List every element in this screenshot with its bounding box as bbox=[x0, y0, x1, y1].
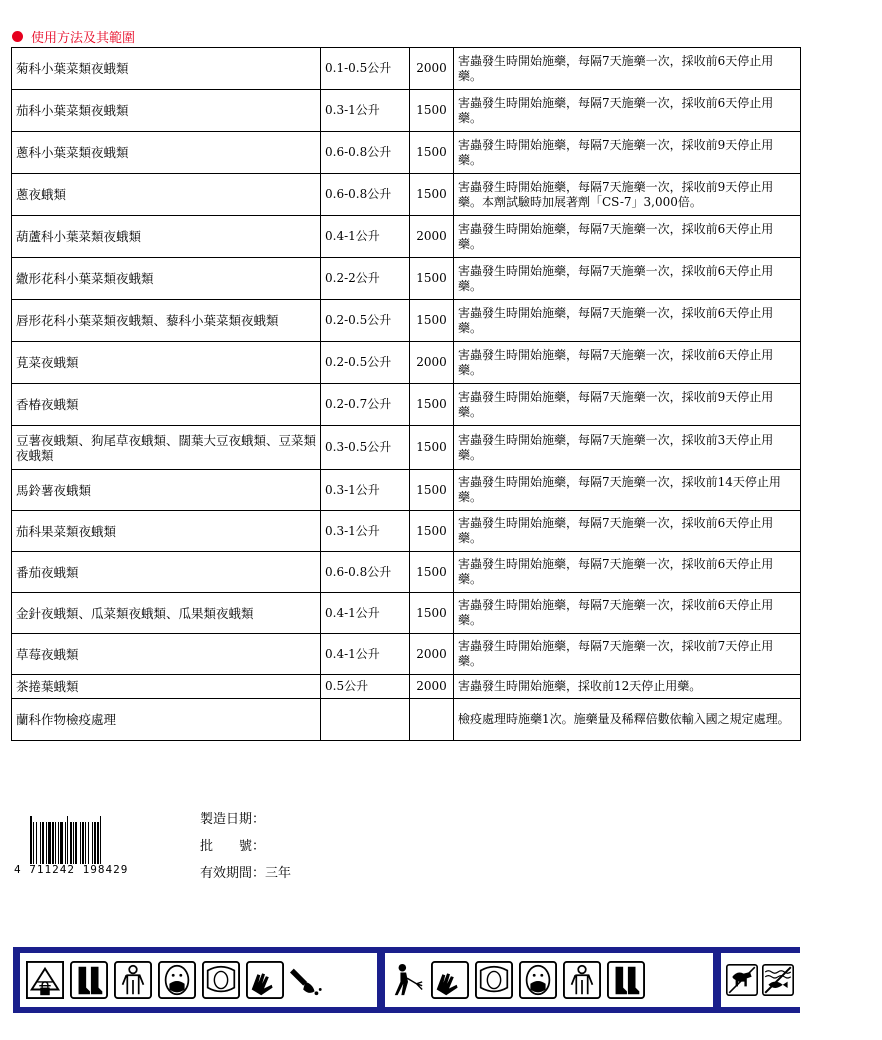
table-row bbox=[12, 511, 801, 552]
dose-cell: 0.2-0.7公升 bbox=[321, 384, 410, 426]
crop-cell: 馬鈴薯夜蛾類 bbox=[12, 470, 321, 511]
crop-cell: 蔥夜蛾類 bbox=[12, 174, 321, 216]
dose-cell: 0.2-0.5公升 bbox=[321, 342, 410, 384]
crop-cell: 蔥科小葉菜類夜蛾類 bbox=[12, 132, 321, 174]
usage-table bbox=[11, 47, 801, 741]
dose-cell bbox=[321, 699, 410, 741]
barcode-digits: 4 711242 198429 bbox=[14, 863, 129, 876]
dose-cell: 0.3-0.5公升 bbox=[321, 426, 410, 470]
note-cell: 害蟲發生時開始施藥，每隔7天施藥一次，採收前7天停止用藥。 bbox=[454, 634, 801, 675]
crop-cell: 茶捲葉蛾類 bbox=[12, 675, 321, 699]
note-cell: 害蟲發生時開始施藥，每隔7天施藥一次，採收前9天停止用藥。 bbox=[454, 384, 801, 426]
crop-cell: 豆薯夜蛾類、狗尾草夜蛾類、闊葉大豆夜蛾類、豆菜類夜蛾類 bbox=[12, 426, 321, 470]
face-shield-icon bbox=[202, 961, 240, 999]
fish-hazard-icon bbox=[762, 961, 794, 999]
batch-label: 批 號： bbox=[200, 839, 266, 854]
crop-cell: 繖形花科小葉菜類夜蛾類 bbox=[12, 258, 321, 300]
note-cell: 害蟲發生時開始施藥，每隔7天施藥一次，採收前6天停止用藥。 bbox=[454, 48, 801, 90]
dilution-cell: 2000 bbox=[410, 675, 454, 699]
note-cell: 害蟲發生時開始施藥，每隔7天施藥一次，採收前6天停止用藥。 bbox=[454, 593, 801, 634]
crop-cell: 菊科小葉菜類夜蛾類 bbox=[12, 48, 321, 90]
dose-cell: 0.4-1公升 bbox=[321, 216, 410, 258]
protective-suit-icon bbox=[563, 961, 601, 999]
dose-cell: 0.6-0.8公升 bbox=[321, 552, 410, 593]
note-cell: 害蟲發生時開始施藥，採收前12天停止用藥。 bbox=[454, 675, 801, 699]
table-row bbox=[12, 132, 801, 174]
dose-cell: 0.6-0.8公升 bbox=[321, 132, 410, 174]
dilution-cell: 2000 bbox=[410, 634, 454, 675]
crop-cell: 莧菜夜蛾類 bbox=[12, 342, 321, 384]
bullet-dot-icon bbox=[12, 31, 23, 42]
dilution-cell bbox=[410, 699, 454, 741]
dose-cell: 0.5公升 bbox=[321, 675, 410, 699]
note-cell: 害蟲發生時開始施藥，每隔7天施藥一次，採收前6天停止用藥。 bbox=[454, 216, 801, 258]
table-row bbox=[12, 593, 801, 634]
spraying-icon bbox=[391, 960, 425, 1000]
table-row bbox=[12, 342, 801, 384]
note-cell: 害蟲發生時開始施藥，每隔7天施藥一次，採收前6天停止用藥。 bbox=[454, 511, 801, 552]
table-row bbox=[12, 675, 801, 699]
pictogram-group-storage-mixing bbox=[20, 953, 377, 1007]
protective-suit-icon bbox=[114, 961, 152, 999]
manufacture-date-label: 製造日期： bbox=[200, 812, 266, 827]
dilution-cell: 1500 bbox=[410, 132, 454, 174]
table-row bbox=[12, 426, 801, 470]
dose-cell: 0.6-0.8公升 bbox=[321, 174, 410, 216]
expiry-label: 有效期間：三年 bbox=[200, 866, 292, 881]
barcode-bars bbox=[14, 816, 160, 864]
note-cell: 害蟲發生時開始施藥，每隔7天施藥一次，採收前6天停止用藥。 bbox=[454, 90, 801, 132]
dilution-cell: 1500 bbox=[410, 470, 454, 511]
note-cell: 檢疫處理時施藥1次。施藥量及稀釋倍數依輸入國之規定處理。 bbox=[454, 699, 801, 741]
note-cell: 害蟲發生時開始施藥，每隔7天施藥一次，採收前6天停止用藥。 bbox=[454, 300, 801, 342]
dilution-cell: 1500 bbox=[410, 300, 454, 342]
crop-cell: 金針夜蛾類、瓜菜類夜蛾類、瓜果類夜蛾類 bbox=[12, 593, 321, 634]
table-row bbox=[12, 552, 801, 593]
gloves-icon bbox=[246, 961, 284, 999]
dilution-cell: 1500 bbox=[410, 258, 454, 300]
note-cell: 害蟲發生時開始施藥，每隔7天施藥一次，採收前6天停止用藥。 bbox=[454, 342, 801, 384]
table-row bbox=[12, 90, 801, 132]
table-row bbox=[12, 216, 801, 258]
pictogram-group-application bbox=[385, 953, 713, 1007]
table-row bbox=[12, 174, 801, 216]
section-title bbox=[12, 26, 135, 46]
note-cell: 害蟲發生時開始施藥，每隔7天施藥一次，採收前14天停止用藥。 bbox=[454, 470, 801, 511]
note-cell: 害蟲發生時開始施藥，每隔7天施藥一次，採收前3天停止用藥。 bbox=[454, 426, 801, 470]
dilution-cell: 1500 bbox=[410, 511, 454, 552]
dilution-cell: 2000 bbox=[410, 342, 454, 384]
note-cell: 害蟲發生時開始施藥，每隔7天施藥一次，採收前9天停止用藥。 bbox=[454, 132, 801, 174]
crop-cell: 番茄夜蛾類 bbox=[12, 552, 321, 593]
section-title-text: 使用方法及其範圍 bbox=[31, 30, 136, 46]
crop-cell: 茄科小葉菜類夜蛾類 bbox=[12, 90, 321, 132]
dilution-cell: 1500 bbox=[410, 552, 454, 593]
dose-cell: 0.3-1公升 bbox=[321, 90, 410, 132]
dose-cell: 0.2-0.5公升 bbox=[321, 300, 410, 342]
dose-cell: 0.3-1公升 bbox=[321, 511, 410, 552]
face-shield-icon bbox=[475, 961, 513, 999]
table-row bbox=[12, 470, 801, 511]
crop-cell: 葫蘆科小葉菜類夜蛾類 bbox=[12, 216, 321, 258]
dose-cell: 0.2-2公升 bbox=[321, 258, 410, 300]
livestock-hazard-icon bbox=[726, 961, 758, 999]
dilution-cell: 1500 bbox=[410, 426, 454, 470]
crop-cell: 香椿夜蛾類 bbox=[12, 384, 321, 426]
pictogram-group-warnings bbox=[721, 953, 800, 1007]
note-cell: 害蟲發生時開始施藥，每隔7天施藥一次，採收前9天停止用藥。本劑試驗時加展著劑「CS-7」3,000倍。 bbox=[454, 174, 801, 216]
table-row bbox=[12, 634, 801, 675]
respirator-mask-icon bbox=[158, 961, 196, 999]
dose-cell: 0.3-1公升 bbox=[321, 470, 410, 511]
boots-icon bbox=[607, 961, 645, 999]
storage-lock-icon bbox=[26, 961, 64, 999]
gloves-icon bbox=[431, 961, 469, 999]
barcode-bar bbox=[101, 816, 102, 864]
boots-icon bbox=[70, 961, 108, 999]
table-row bbox=[12, 384, 801, 426]
respirator-mask-icon bbox=[519, 961, 557, 999]
dilution-cell: 1500 bbox=[410, 384, 454, 426]
dose-cell: 0.4-1公升 bbox=[321, 634, 410, 675]
dilution-cell: 2000 bbox=[410, 216, 454, 258]
dilution-cell: 1500 bbox=[410, 174, 454, 216]
dilution-cell: 1500 bbox=[410, 90, 454, 132]
note-cell: 害蟲發生時開始施藥，每隔7天施藥一次，採收前6天停止用藥。 bbox=[454, 552, 801, 593]
hand-wash-icon bbox=[290, 960, 324, 1000]
dilution-cell: 1500 bbox=[410, 593, 454, 634]
dilution-cell: 2000 bbox=[410, 48, 454, 90]
crop-cell: 蘭科作物檢疫處理 bbox=[12, 699, 321, 741]
table-row bbox=[12, 699, 801, 741]
crop-cell: 茄科果菜類夜蛾類 bbox=[12, 511, 321, 552]
table-row bbox=[12, 300, 801, 342]
table-row bbox=[12, 48, 801, 90]
crop-cell: 唇形花科小葉菜類夜蛾類、藜科小葉菜類夜蛾類 bbox=[12, 300, 321, 342]
table-row bbox=[12, 258, 801, 300]
product-info bbox=[200, 812, 291, 893]
dose-cell: 0.4-1公升 bbox=[321, 593, 410, 634]
barcode bbox=[14, 816, 160, 878]
note-cell: 害蟲發生時開始施藥，每隔7天施藥一次，採收前6天停止用藥。 bbox=[454, 258, 801, 300]
crop-cell: 草莓夜蛾類 bbox=[12, 634, 321, 675]
dose-cell: 0.1-0.5公升 bbox=[321, 48, 410, 90]
pictogram-bar bbox=[13, 947, 800, 1013]
